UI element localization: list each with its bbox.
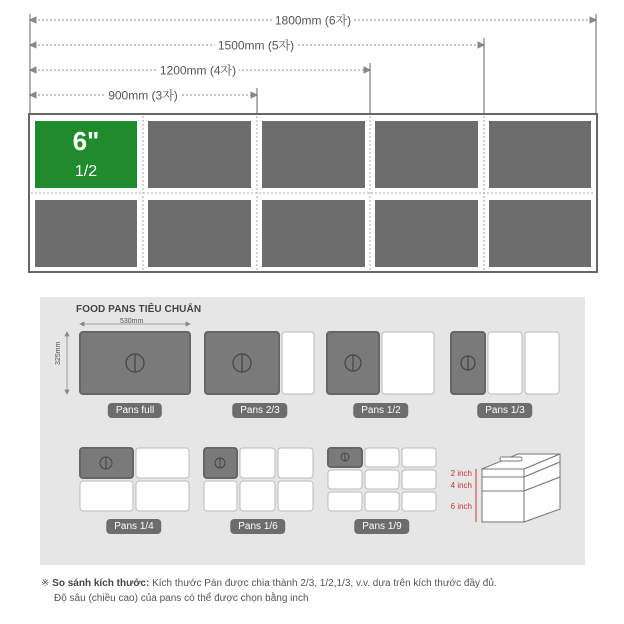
note-symbol: ※ <box>41 578 50 589</box>
pan-label-2-3: Pans 2/3 <box>232 403 287 418</box>
grid-cell <box>375 200 478 267</box>
depth-2-inch: 2 inch <box>450 469 472 478</box>
grid-cell <box>148 200 251 267</box>
grid-cell <box>148 121 251 188</box>
counter-grid-diagram <box>0 0 624 290</box>
panel-title: FOOD PANS TIÊU CHUẨN <box>76 304 202 315</box>
note-line-2: Độ sâu (chiều cao) của pans có thể được chọn bằng inch <box>54 593 309 604</box>
pan-label-1-3: Pans 1/3 <box>477 403 532 418</box>
grid-cell <box>262 200 365 267</box>
dim-label-1800: 1800mm (6자) <box>272 12 354 29</box>
dim-label-1500: 1500mm (5자) <box>215 37 297 54</box>
grid-cell <box>375 121 478 188</box>
note-bold: So sánh kích thước: <box>52 578 150 589</box>
dim-label-900: 900mm (3자) <box>105 87 181 104</box>
grid-cell <box>35 200 137 267</box>
depth-4-inch: 4 inch <box>450 481 472 490</box>
highlight-size: 6" <box>72 126 100 156</box>
dim-label-1200: 1200mm (4자) <box>157 62 239 79</box>
highlight-fraction: 1/2 <box>74 163 98 180</box>
pan-label-full: Pans full <box>108 403 162 418</box>
pan-label-1-6: Pans 1/6 <box>230 519 285 534</box>
pan-label-1-9: Pans 1/9 <box>354 519 409 534</box>
grid-cell <box>489 200 591 267</box>
pan-depth-stack <box>482 454 560 522</box>
pan-label-1-2: Pans 1/2 <box>353 403 408 418</box>
grid-cell <box>262 121 365 188</box>
note-line-1 <box>41 578 497 589</box>
food-pans-diagram <box>0 297 624 587</box>
grid-cell <box>489 121 591 188</box>
note-text-1: Kích thước Pán được chia thành 2/3, 1/2,1/3, v.v. dựa trên kích thước đầy đủ. <box>149 578 497 589</box>
height-label: 325mm <box>55 341 62 365</box>
depth-6-inch: 6 inch <box>450 502 472 511</box>
pan-label-1-4: Pans 1/4 <box>106 519 161 534</box>
width-label: 530mm <box>120 318 144 325</box>
